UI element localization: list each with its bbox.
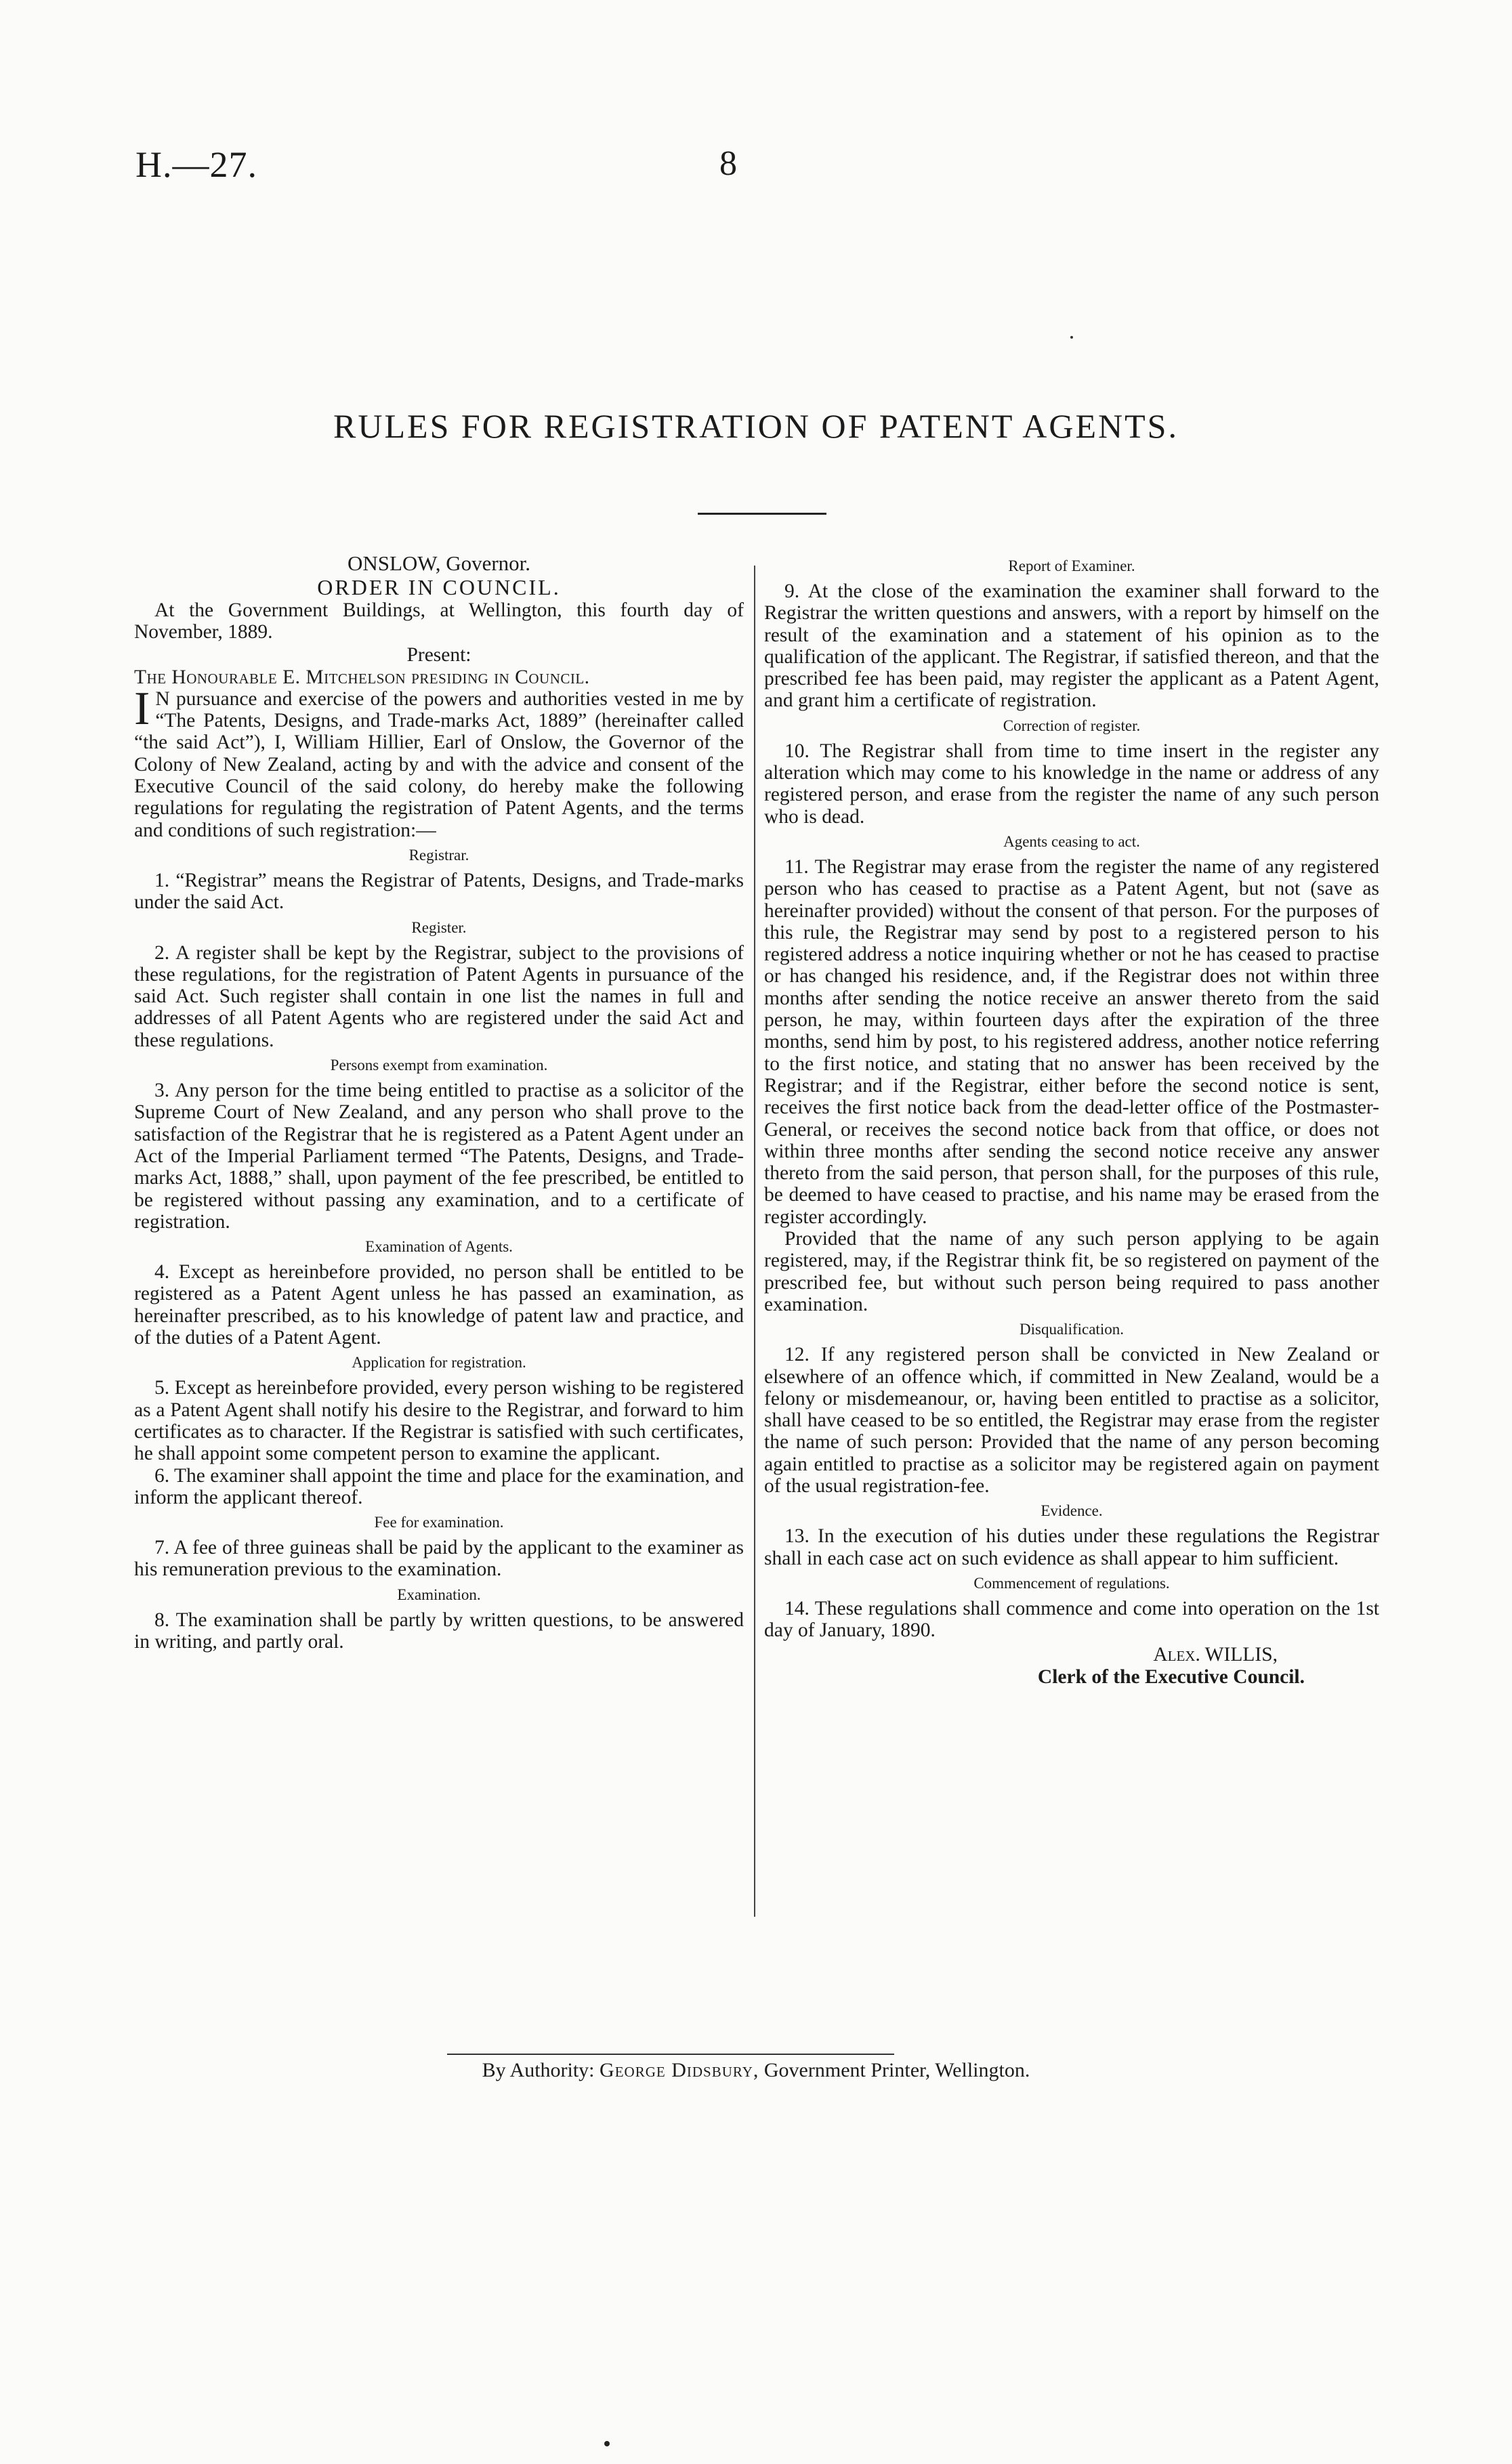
section-heading: Persons exempt from examination. xyxy=(330,1057,548,1074)
imprint-prefix: By Authority: xyxy=(482,2059,595,2081)
section-heading: Fee for examination. xyxy=(374,1514,504,1531)
regulation-10: 10. The Registrar shall from time to time insert in the register any alteration which may come to his knowledge in the name or address of any registered person, and erase from the register the name of any such person who is dead. xyxy=(764,740,1379,828)
title-rule xyxy=(698,513,826,515)
section-heading: Application for registration. xyxy=(352,1354,526,1372)
section-heading: Register. xyxy=(411,918,467,936)
document-reference: H.—27. xyxy=(135,144,257,185)
drop-cap: I xyxy=(134,682,150,735)
page-number: 8 xyxy=(719,144,737,183)
page-title: RULES FOR REGISTRATION OF PATENT AGENTS. xyxy=(333,407,1179,445)
present-line: Present: xyxy=(406,643,471,666)
order-heading: ORDER IN COUNCIL. xyxy=(317,575,561,599)
section-heading: Disqualification. xyxy=(1020,1321,1124,1338)
regulation-14: 14. These regulations shall commence and come into operation on the 1st day of January, 1890. xyxy=(764,1597,1379,1642)
section-heading: Agents ceasing to act. xyxy=(1003,832,1140,850)
section-heading: Evidence. xyxy=(1041,1502,1103,1520)
footer-rule xyxy=(447,2054,894,2055)
printer-name: George Didsbury, xyxy=(600,2059,759,2081)
place-and-date: At the Government Buildings, at Wellington, this fourth day of November, 1889. xyxy=(134,599,744,643)
signatory-name: Alex. WILLIS, xyxy=(1153,1644,1278,1666)
section-heading: Report of Examiner. xyxy=(1008,557,1135,574)
regulation-11-proviso: Provided that the name of any such person applying to be again registered, may, if the Registrar think fit, be so registered on payment of the prescribed fee, but without such person being required to pass another examination. xyxy=(764,1228,1379,1315)
imprint-suffix: Government Printer, Wellington. xyxy=(763,2059,1030,2081)
section-heading: Commencement of regulations. xyxy=(973,1574,1170,1592)
regulation-4: 4. Except as hereinbefore provided, no person shall be entitled to be registered as a Patent Agent unless he has passed an examination, as hereinafter prescribed, as to his knowledge of patent law and practice, and of the duties of a Patent Agent. xyxy=(134,1261,744,1349)
regulation-2: 2. A register shall be kept by the Registrar, subject to the provisions of these regulations, for the registration of Patent Agents in pursuance of the said Act. Such register shall contain in one list the names in full and addresses of all Patent Agents who are registered under the said Act and these regulations. xyxy=(134,941,744,1051)
regulation-7: 7. A fee of three guineas shall be paid by the applicant to the examiner as his remuneration previous to the examination. xyxy=(134,1537,744,1581)
preamble xyxy=(134,682,744,841)
signatory-title: Clerk of the Executive Council. xyxy=(1037,1665,1305,1688)
section-heading: Correction of register. xyxy=(1003,717,1141,734)
preamble-text: N pursuance and exercise of the powers and authorities vested in me by “The Patents, Designs, and Trade-marks Act, 1889” (hereinafter called “the said Act”), I, William Hillier, Earl of Onslow, the Governor of the Colony of New Zealand, acting by and with the advice and consent of the Executive Council of the said colony, do hereby make the following regulations for regulating the registration of Patent Agents, and the terms and conditions of such registration:— xyxy=(134,687,744,841)
print-speck xyxy=(1070,336,1073,339)
regulation-5: 5. Except as hereinbefore provided, every person wishing to be registered as a Patent Agent shall notify his desire to the Registrar, and forward to him certificates as to character. If the Registrar is satisfied with such certificates, he shall appoint some competent person to examine the applicant. xyxy=(134,1377,744,1465)
regulation-11: 11. The Registrar may erase from the register the name of any registered person who has ceased to practise as a Patent Agent, but not (save as hereinafter provided) without the consent of that person. For the purposes of this rule, the Registrar may send by post to a registered person to his registered address a notice inquiring whether or not he has ceased to practise or has changed his residence, and, if the Registrar does not within three months after sending the notice receive an answer thereto from the said person, he may, within fourteen days after the expiration of the three months, send him by post, to his registered address, another notice referring to the first notice, and stating that no answer has been received by the Registrar; and if the Registrar, either before the second notice is sent, receives the first notice back from the dead-letter office of the Postmaster-General, or receives the second notice back from that office, or does not within three months after sending the second notice receive any answer thereto from the said person, that person shall, for the purposes of this rule, be deemed to have ceased to practise, and his name may be erased from the register accordingly. xyxy=(764,855,1379,1228)
section-heading: Registrar. xyxy=(408,846,469,864)
left-column xyxy=(134,552,744,1653)
regulation-9: 9. At the close of the examination the examiner shall forward to the Registrar the written questions and answers, with a report by himself on the result of the examination and a statement of his opinion as to the qualification of the applicant. The Registrar, if satisfied thereon, and that the prescribed fee has been paid, may register the applicant as a Patent Agent, and grant him a certificate of registration. xyxy=(764,580,1379,712)
regulation-13: 13. In the execution of his duties under these regulations the Registrar shall in each case act on such evidence as shall appear to him sufficient. xyxy=(764,1525,1379,1569)
regulation-8: 8. The examination shall be partly by written questions, to be answered in writing, and partly oral. xyxy=(134,1609,744,1653)
print-speck xyxy=(604,2441,610,2446)
column-divider xyxy=(754,566,755,1917)
regulation-6: 6. The examiner shall appoint the time and place for the examination, and inform the applicant thereof. xyxy=(134,1464,744,1508)
regulation-3: 3. Any person for the time being entitled to practise as a solicitor of the Supreme Court of New Zealand, and any person who shall prove to the satisfaction of the Registrar that he is registered as a Patent Agent under an Act of the Imperial Parliament termed “The Patents, Designs, and Trade-marks Act, 1888,” shall, upon payment of the fee prescribed, be entitled to be registered without passing any examination, and to a certificate of registration. xyxy=(134,1080,744,1233)
presiding-line: The Honourable E. Mitchelson presiding in Council. xyxy=(134,666,590,688)
printer-imprint xyxy=(0,2059,1512,2082)
section-heading: Examination. xyxy=(397,1586,481,1603)
governor-line: ONSLOW, Governor. xyxy=(347,551,531,575)
right-column xyxy=(764,552,1379,1688)
section-heading: Examination of Agents. xyxy=(365,1238,513,1256)
regulation-12: 12. If any registered person shall be convicted in New Zealand or elsewhere of an offence which, if committed in New Zealand, would be a felony or misdemeanour, or, having been entitled to practise as a solicitor, shall have ceased to be so entitled, the Registrar may erase from the register the name of such person: Provided that the name of any person becoming again entitled to practise as a solicitor may be registered again on payment of the usual registration-fee. xyxy=(764,1344,1379,1497)
regulation-1: 1. “Registrar” means the Registrar of Patents, Designs, and Trade-marks under the said Act. xyxy=(134,869,744,914)
